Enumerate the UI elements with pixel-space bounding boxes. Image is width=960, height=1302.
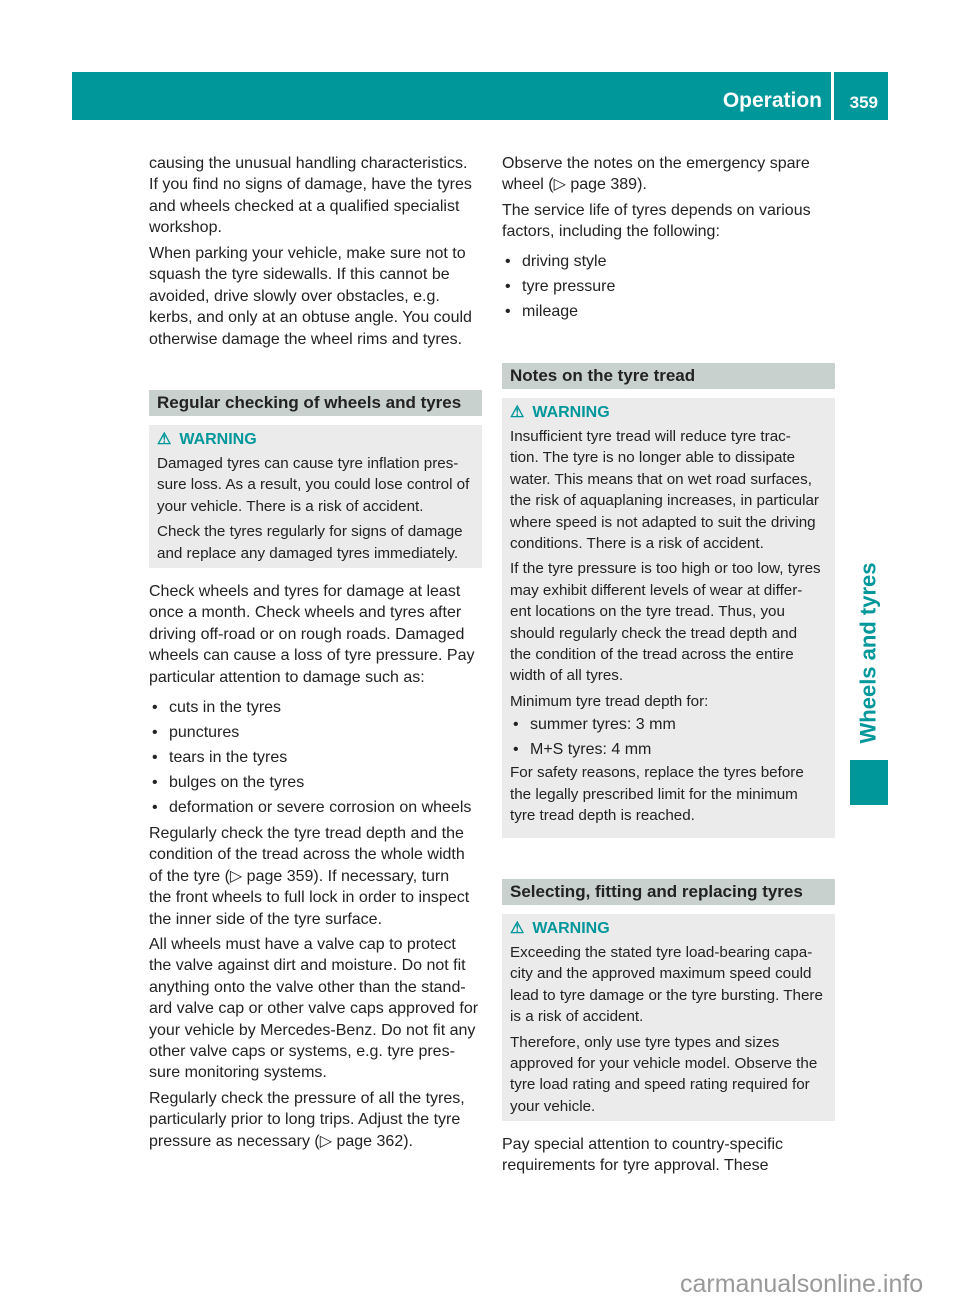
text-line: pressure as necessary (▷ page 362).	[149, 1132, 413, 1150]
text-line: your vehicle. There is a risk of accident.	[157, 497, 424, 515]
text-line: Check the tyres regularly for signs of damage	[157, 523, 463, 541]
warning-text	[510, 558, 827, 686]
paragraph	[149, 823, 482, 930]
bullet-list	[502, 249, 835, 324]
text-line: particular attention to damage such as:	[149, 668, 425, 686]
text-line: requirements for tyre approval. These	[502, 1157, 769, 1175]
text-line: tyre tread depth is reached.	[510, 807, 695, 825]
list-item: • cuts in the tyres	[149, 695, 482, 720]
text-line: tyre load rating and speed rating required for	[510, 1076, 810, 1094]
section-heading: Notes on the tyre tread	[502, 363, 835, 389]
page-header	[72, 72, 888, 120]
text-line: the valve against dirt and moisture. Do not fit	[149, 957, 466, 975]
side-tab-label: Wheels and tyres	[855, 562, 881, 743]
text-line: tion. The tyre is no longer able to dissipate	[510, 449, 796, 467]
text-line: When parking your vehicle, make sure not to	[149, 245, 466, 262]
section-heading: Regular checking of wheels and tyres	[149, 390, 482, 416]
text-line: of the tyre (▷ page 359). If necessary, turn	[149, 867, 450, 885]
text-line: once a month. Check wheels and tyres after	[149, 604, 462, 622]
text-line: city and the approved maximum speed could	[510, 965, 812, 983]
text-line: the legally prescribed limit for the minimum	[510, 785, 798, 803]
text-line: avoided, drive slowly over obstacles, e.g.	[149, 287, 440, 305]
list-item: • bulges on the tyres	[149, 770, 482, 795]
paragraph	[502, 153, 835, 196]
warning-text	[157, 453, 474, 517]
text-line: condition of the tread across the whole width	[149, 846, 465, 864]
text-line: width of all tyres.	[510, 667, 624, 685]
text-line: lead to tyre damage or the tyre bursting. There	[510, 986, 823, 1004]
paragraph	[149, 1088, 482, 1152]
text-line: Check wheels and tyres for damage at least	[149, 583, 461, 600]
list-item: • tears in the tyres	[149, 745, 482, 770]
text-line: the front wheels to full lock in order to inspect	[149, 889, 470, 907]
warning-text	[510, 762, 827, 826]
text-line: sure monitoring systems.	[149, 1064, 327, 1082]
warning-title: WARNING	[179, 431, 257, 448]
text-line: and wheels checked at a qualified specialist	[149, 197, 460, 215]
text-line: workshop.	[149, 219, 222, 237]
text-line: your vehicle by Mercedes-Benz. Do not fit any	[149, 1021, 476, 1039]
text-line: otherwise damage the wheel rims and tyres.	[149, 330, 463, 348]
list-item: • M+S tyres: 4 mm	[510, 737, 827, 762]
list-item: • mileage	[502, 299, 835, 324]
text-line: Insufficient tyre tread will reduce tyre trac-	[510, 428, 791, 445]
text-line: the condition of the tread across the entire	[510, 646, 794, 664]
page-number: 359	[849, 93, 878, 112]
text-line: driving off-road or on rough roads. Damaged	[149, 625, 465, 643]
paragraph	[149, 153, 482, 239]
section-title: Operation	[722, 89, 822, 112]
text-line: Therefore, only use tyre types and sizes	[510, 1033, 780, 1051]
text-line: should regularly check the tread depth and	[510, 624, 798, 642]
warning-box	[502, 398, 835, 838]
text-line: All wheels must have a valve cap to protect	[149, 936, 456, 953]
paragraph	[149, 243, 482, 350]
watermark: carmanualsonline.info	[680, 1270, 924, 1298]
warning-box	[502, 914, 835, 1121]
paragraph	[502, 1134, 835, 1177]
warning-icon: ⚠	[510, 404, 525, 421]
list-item: • punctures	[149, 720, 482, 745]
text-line: The service life of tyres depends on various	[502, 202, 811, 219]
text-line: Regularly check the tyre tread depth and the	[149, 825, 464, 842]
warning-box	[149, 425, 482, 568]
text-line: If you find no signs of damage, have the tyres	[149, 176, 472, 194]
text-line: causing the unusual handling characteristics.	[149, 155, 468, 172]
warning-text	[510, 942, 827, 1028]
text-line: and replace any damaged tyres immediately.	[157, 544, 459, 562]
text-line: wheels can cause a loss of tyre pressure. Pay	[149, 647, 475, 665]
section-heading: Selecting, fitting and replacing tyres	[502, 879, 835, 905]
list-item: • deformation or severe corrosion on wheels	[149, 795, 482, 820]
warning-text	[157, 521, 474, 564]
warning-text	[510, 1032, 827, 1118]
paragraph	[502, 200, 835, 243]
text-line: your vehicle.	[510, 1097, 596, 1115]
text-line: the inner side of the tyre surface.	[149, 910, 383, 928]
text-line: water. This means that on wet road surfaces,	[510, 470, 812, 488]
text-line: conditions. There is a risk of accident.	[510, 535, 764, 553]
text-line: particularly prior to long trips. Adjust the tyre	[149, 1111, 461, 1129]
text-line: Minimum tyre tread depth for:	[510, 692, 709, 710]
text-line: Damaged tyres can cause tyre inflation pres-	[157, 455, 459, 472]
text-line: sure loss. As a result, you could lose control of	[157, 476, 470, 494]
text-line: where speed is not adapted to suit the driving	[510, 513, 816, 531]
text-line: ent locations on the tyre tread. Thus, you	[510, 603, 785, 621]
list-item: • tyre pressure	[502, 274, 835, 299]
text-line: other valve caps or systems, e.g. tyre pres-	[149, 1043, 455, 1061]
paragraph	[149, 934, 482, 1084]
text-line: may exhibit different levels of wear at differ-	[510, 581, 803, 599]
list-item: • driving style	[502, 249, 835, 274]
warning-bullets	[510, 712, 827, 762]
text-line: the risk of aquaplaning increases, in particular	[510, 492, 819, 510]
text-line: ard valve cap or other valve caps approved for	[149, 1000, 479, 1018]
text-line: Observe the notes on the emergency spare	[502, 155, 810, 172]
text-line: kerbs, and only at an obtuse angle. You could	[149, 309, 472, 327]
text-line: approved for your vehicle model. Observe the	[510, 1055, 818, 1073]
warning-title: WARNING	[532, 404, 610, 421]
text-line: Regularly check the pressure of all the tyres,	[149, 1090, 465, 1107]
text-line: anything onto the valve other than the stand-	[149, 978, 466, 996]
text-line: is a risk of accident.	[510, 1008, 644, 1026]
side-tab	[848, 555, 888, 750]
paragraph	[149, 581, 482, 688]
text-line: factors, including the following:	[502, 223, 720, 241]
text-line: Exceeding the stated tyre load-bearing capa-	[510, 944, 813, 961]
list-item: • summer tyres: 3 mm	[510, 712, 827, 737]
warning-text	[510, 426, 827, 554]
text-line: Pay special attention to country-specific	[502, 1136, 784, 1153]
warning-icon: ⚠	[157, 431, 172, 448]
bullet-list	[149, 695, 482, 820]
side-tab-marker	[850, 760, 888, 805]
warning-icon: ⚠	[510, 920, 525, 937]
text-line: For safety reasons, replace the tyres before	[510, 764, 804, 782]
header-divider	[831, 72, 834, 120]
text-line: squash the tyre sidewalls. If this cannot be	[149, 266, 450, 284]
text-line: wheel (▷ page 389).	[502, 176, 647, 194]
text-line: If the tyre pressure is too high or too low, tyres	[510, 560, 821, 578]
warning-text	[510, 691, 827, 712]
warning-title: WARNING	[532, 920, 610, 937]
